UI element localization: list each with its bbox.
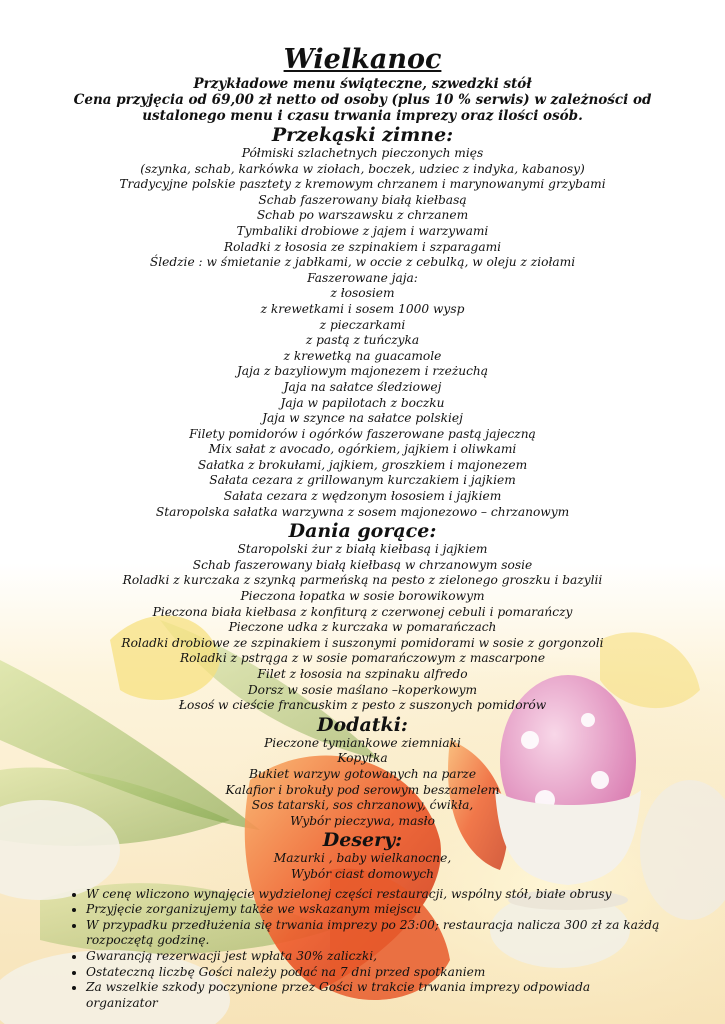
section-heading-cold: Przekąski zimne:	[271, 124, 454, 146]
menu-item: Sałata cezara z wędzonym łososiem i jajkiem	[223, 489, 502, 504]
menu-item: Jaja z bazyliowym majonezem i rzeżuchą	[236, 364, 489, 379]
note-item: • Gwarancją rezerwacji jest wpłata 30% zaliczki,	[86, 949, 665, 965]
note-item: • Przyjęcie zorganizujemy także we wskazanym miejscu	[86, 902, 665, 918]
menu-item: Wybór ciast domowych	[290, 866, 435, 881]
menu-subtitle: Przykładowe menu świąteczne, szwedzki stół	[193, 76, 532, 92]
menu-item: Łosoś w cieście francuskim z pesto z suszonych pomidorów	[178, 698, 547, 713]
menu-item: z pieczarkami	[319, 317, 406, 332]
menu-item: Sałata cezara z grillowanym kurczakiem i jajkiem	[209, 473, 516, 488]
note-item: • Ostateczną liczbę Gości należy podać na 7 dni przed spotkaniem	[86, 965, 665, 981]
menu-item: Kalafior i brokuły pod serowym beszamelem	[225, 782, 500, 797]
menu-item: z łososiem	[330, 286, 395, 301]
menu-item: Schab faszerowany białą kiełbasą w chrzanowym sosie	[192, 557, 533, 572]
menu-item: Filet z łososia na szpinaku alfredo	[257, 667, 468, 681]
menu-item: Pieczone tymiankowe ziemniaki	[264, 735, 461, 750]
menu-item: Roladki z pstrąga z w sosie pomarańczowym z mascarpone	[179, 651, 546, 666]
page-title: Wielkanoc	[283, 44, 442, 75]
section-heading-hot: Dania gorące:	[288, 520, 437, 543]
menu-item: Sałatka z brokułami, jajkiem, groszkiem i majonezem	[197, 457, 528, 472]
menu-item: Schab po warszawsku z chrzanem	[256, 208, 469, 223]
section-heading-sides: Dodatki:	[317, 713, 408, 736]
desserts-list	[0, 851, 725, 882]
menu-item: Staropolski żur z białą kiełbasą i jajkiem	[237, 542, 488, 557]
menu-item: Filety pomidorów i ogórków faszerowane pastą jajeczną	[189, 426, 536, 441]
menu-item: Tradycyjne polskie pasztety z kremowym chrzanem i marynowanymi grzybami	[119, 177, 606, 192]
menu-item: Kopytka	[337, 751, 388, 766]
menu-item: Wybór pieczywa, masło	[290, 813, 435, 828]
menu-item: Roladki z kurczaka z szynką parmeńską na pesto z zielonego groszku i bazylii	[122, 573, 603, 588]
menu-item: Półmiski szlachetnych pieczonych mięs	[241, 146, 484, 160]
hot-dishes-list	[0, 542, 725, 714]
menu-item: Faszerowane jaja:	[307, 270, 418, 285]
menu-item: Śledzie : w śmietanie z jabłkami, w occie z cebulką, w oleju z ziołami	[149, 255, 576, 270]
menu-item: Schab faszerowany białą kiełbasą	[258, 192, 467, 207]
section-heading-desserts: Desery:	[322, 829, 403, 852]
side-dishes-list	[0, 736, 725, 830]
note-item: • Za wszelkie szkody poczynione przez Gości w trakcie trwania imprezy odpowiada organizator	[86, 980, 665, 1011]
menu-item: Jaja w papilotach z boczku	[280, 395, 445, 410]
menu-item: z krewetkami i sosem 1000 wysp	[260, 301, 465, 316]
menu-item: Pieczona biała kiełbasa z konfiturą z czerwonej cebuli i pomarańczy	[152, 604, 573, 619]
menu-item: Pieczone udka z kurczaka w pomarańczach	[228, 620, 497, 635]
menu-item: Pieczona łopatka w sosie borowikowym	[240, 589, 485, 604]
menu-item: z pastą z tuńczyka	[305, 333, 420, 348]
menu-item: Roladki drobiowe ze szpinakiem i suszonymi pomidorami w sosie z gorgonzoli	[121, 635, 604, 650]
menu-item: Roladki z łososia ze szpinakiem i szparagami	[223, 239, 502, 254]
note-item: • W cenę wliczono wynajęcie wydzielonej części restauracji, wspólny stół, białe obrusy	[86, 887, 665, 903]
menu-item: Tymbaliki drobiowe z jajem i warzywami	[236, 223, 489, 238]
menu-item: Jaja w szynce na sałatce polskiej	[262, 411, 463, 426]
menu-item: (szynka, schab, karkówka w ziołach, boczek, udziec z indyka, kabanosy)	[140, 161, 585, 176]
price-info: Cena przyjęcia od 69,00 zł netto od osoby (plus 10 % serwis) w zależności od ustalonego menu i czasu trwania imprezy oraz ilości osób.	[73, 92, 652, 124]
menu-item: Bukiet warzyw gotowanych na parze	[248, 766, 477, 781]
menu-item: z krewetką na guacamole	[283, 348, 442, 363]
menu-item: Dorsz w sosie maślano –koperkowym	[247, 682, 478, 697]
menu-item: Mix sałat z avocado, ogórkiem, jajkiem i oliwkami	[208, 442, 517, 457]
menu-item: Sos tatarski, sos chrzanowy, ćwikła,	[251, 798, 474, 813]
menu-item: Staropolska sałatka warzywna z sosem majonezowo – chrzanowym	[155, 504, 570, 519]
menu-item: Jaja na sałatce śledziowej	[283, 379, 442, 394]
menu-item: Mazurki , baby wielkanocne,	[273, 851, 452, 866]
note-item: • W przypadku przedłużenia się trwania imprezy po 23:00; restauracja nalicza 300 zł za każdą rozpoczętą godzinę.	[86, 918, 665, 949]
cold-appetizers-list	[0, 146, 725, 520]
terms-notes-list	[0, 887, 725, 1012]
